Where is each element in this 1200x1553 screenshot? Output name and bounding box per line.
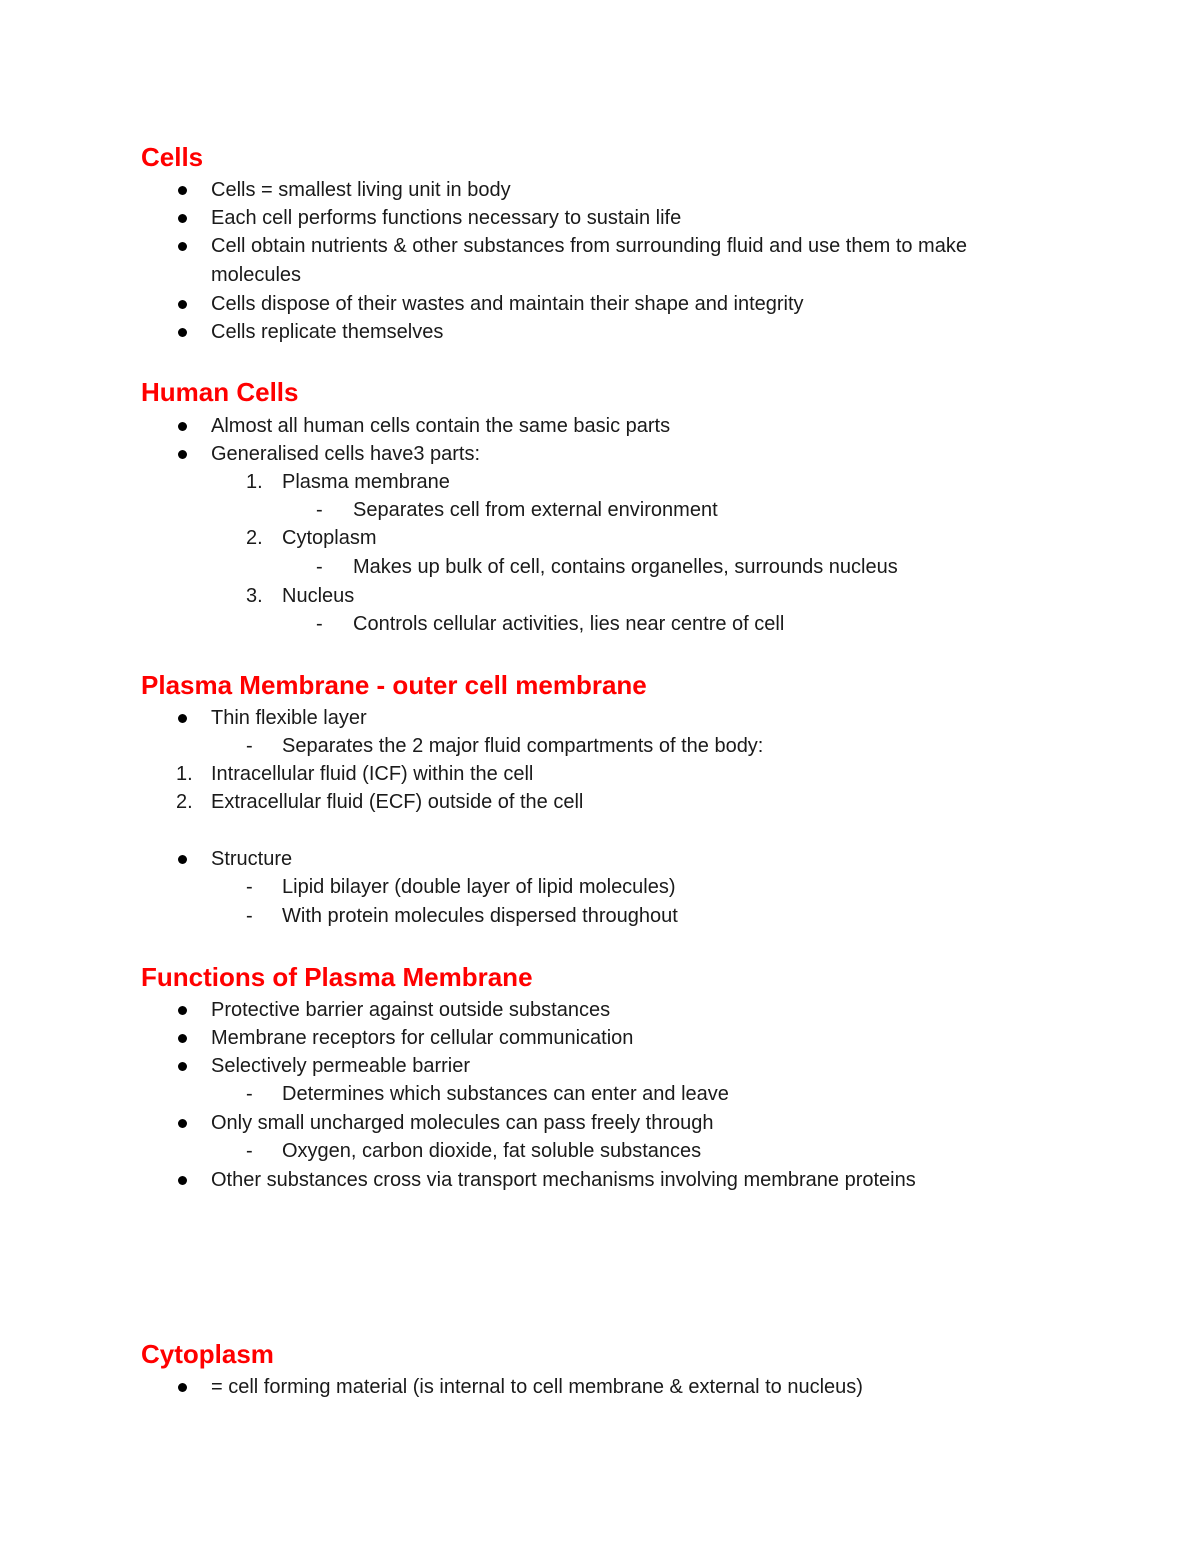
list-item: Protective barrier against outside substances — [211, 999, 611, 1021]
sub-item: With protein molecules dispersed throughout — [282, 905, 678, 927]
list-item: Cell obtain nutrients & other substances from surrounding fluid and use them to make — [211, 235, 967, 257]
bullet-icon — [178, 1176, 187, 1185]
dash-marker: - — [316, 613, 323, 635]
bullet-icon — [178, 855, 187, 864]
numbered-item: Cytoplasm — [282, 527, 377, 549]
heading-plasma-membrane: Plasma Membrane - outer cell membrane — [141, 670, 647, 700]
numbered-item: Intracellular fluid (ICF) within the cell — [211, 763, 534, 785]
dash-marker: - — [246, 1083, 253, 1105]
list-item: Cells dispose of their wastes and maintain their shape and integrity — [211, 293, 804, 315]
bullet-icon — [178, 1062, 187, 1071]
bullet-icon — [178, 1119, 187, 1128]
list-item: Membrane receptors for cellular communication — [211, 1027, 634, 1049]
sub-item: Controls cellular activities, lies near centre of cell — [353, 613, 785, 635]
sub-item: Determines which substances can enter and leave — [282, 1083, 729, 1105]
dash-marker: - — [246, 1140, 253, 1162]
list-item: = cell forming material (is internal to cell membrane & external to nucleus) — [211, 1376, 863, 1398]
bullet-icon — [178, 328, 187, 337]
bullet-icon — [178, 186, 187, 195]
bullet-icon — [178, 242, 187, 251]
numbered-item: Extracellular fluid (ECF) outside of the cell — [211, 791, 584, 813]
list-item: Generalised cells have3 parts: — [211, 443, 481, 465]
bullet-icon — [178, 1034, 187, 1043]
heading-cells: Cells — [141, 142, 204, 172]
list-item: Only small uncharged molecules can pass freely through — [211, 1112, 714, 1134]
list-number: 1. — [246, 471, 263, 493]
list-item: Other substances cross via transport mechanisms involving membrane proteins — [211, 1169, 916, 1191]
dash-marker: - — [246, 876, 253, 898]
list-item-continuation: molecules — [211, 264, 302, 286]
list-item: Almost all human cells contain the same basic parts — [211, 415, 671, 437]
dash-marker: - — [316, 556, 323, 578]
dash-marker: - — [316, 499, 323, 521]
list-item: Cells = smallest living unit in body — [211, 179, 511, 201]
bullet-icon — [178, 450, 187, 459]
list-item: Thin flexible layer — [211, 707, 367, 729]
bullet-icon — [178, 714, 187, 723]
list-item: Cells replicate themselves — [211, 321, 444, 343]
bullet-icon — [178, 300, 187, 309]
list-number: 3. — [246, 585, 263, 607]
sub-item: Oxygen, carbon dioxide, fat soluble substances — [282, 1140, 702, 1162]
sub-item: Makes up bulk of cell, contains organelles, surrounds nucleus — [353, 556, 898, 578]
list-number: 2. — [176, 791, 193, 813]
list-number: 1. — [176, 763, 193, 785]
bullet-icon — [178, 422, 187, 431]
list-item: Each cell performs functions necessary to sustain life — [211, 207, 682, 229]
sub-item: Lipid bilayer (double layer of lipid molecules) — [282, 876, 676, 898]
heading-functions: Functions of Plasma Membrane — [141, 962, 533, 992]
numbered-item: Plasma membrane — [282, 471, 450, 493]
list-item: Structure — [211, 848, 293, 870]
list-number: 2. — [246, 527, 263, 549]
dash-marker: - — [246, 905, 253, 927]
numbered-item: Nucleus — [282, 585, 355, 607]
heading-human-cells: Human Cells — [141, 377, 299, 407]
list-item: Selectively permeable barrier — [211, 1055, 471, 1077]
bullet-icon — [178, 1006, 187, 1015]
sub-item: Separates the 2 major fluid compartments of the body: — [282, 735, 764, 757]
sub-item: Separates cell from external environment — [353, 499, 718, 521]
dash-marker: - — [246, 735, 253, 757]
bullet-icon — [178, 214, 187, 223]
heading-cytoplasm: Cytoplasm — [141, 1339, 274, 1369]
bullet-icon — [178, 1383, 187, 1392]
